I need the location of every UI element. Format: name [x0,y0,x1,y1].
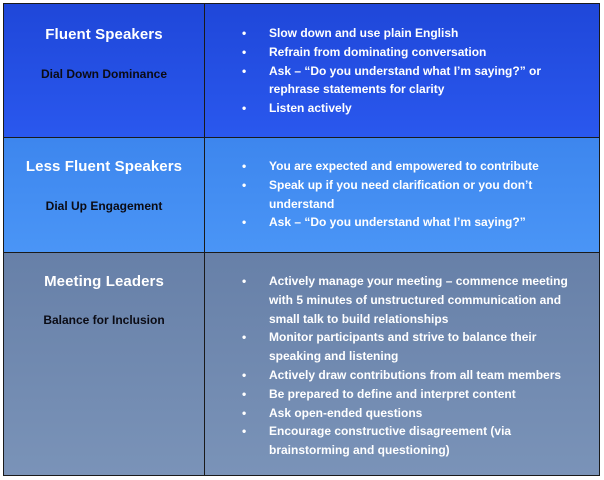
bullet-icon: • [242,159,247,173]
list-item: • Speak up if you need clarification or you don’t understand [242,177,533,211]
table-row-less-fluent-speakers [4,138,599,253]
table-row-meeting-leaders [4,253,599,475]
bullet-icon: • [242,274,247,288]
guidelines-table [3,3,600,476]
bullet-icon: • [242,44,247,59]
guidance-cell [205,138,599,252]
list-item: • Refrain from dominating conversation [205,43,587,62]
list-item: • Slow down and use plain English [205,24,587,43]
guidance-cell [205,253,599,475]
bullet-list [205,24,587,118]
role-cell [4,253,205,475]
bullet-icon: • [242,330,247,345]
role-subtitle: Balance for Inclusion [43,313,165,327]
bullet-list [205,272,587,460]
list-item: • Ask – “Do you understand what I’m saying?” or rephrase statements for clarity [242,63,542,97]
guidance-cell [205,4,599,137]
list-item: • Actively manage your meeting – commence meeting with 5 minutes of unstructured communication and small talk to build relationships [242,274,568,326]
role-cell [4,4,205,137]
role-subtitle: Dial Up Engagement [45,199,163,213]
list-item: • Encourage constructive disagreement (via brainstorming and questioning) [242,424,512,458]
list-item: • Ask open-ended questions [205,404,587,423]
bullet-icon: • [242,386,247,401]
list-item: • Be prepared to define and interpret content [205,385,587,404]
role-cell [4,138,205,252]
bullet-icon: • [242,215,247,230]
list-item: • Monitor participants and strive to balance their speaking and listening [242,330,537,364]
list-item: • Actively draw contributions from all team members [205,366,587,385]
bullet-icon: • [242,177,247,192]
bullet-icon: • [242,367,247,382]
list-item: • You are expected and empowered to contribute [205,157,587,176]
role-title: Fluent Speakers [45,26,163,43]
role-title: Meeting Leaders [44,273,164,290]
list-item: • Listen actively [205,99,587,118]
list-item: • Ask – “Do you understand what I’m saying?” [205,213,587,232]
bullet-icon: • [242,26,247,40]
bullet-icon: • [242,63,247,78]
role-subtitle: Dial Down Dominance [40,67,168,81]
bullet-icon: • [242,101,247,116]
bullet-list [205,157,587,232]
bullet-icon: • [242,424,247,439]
role-title: Less Fluent Speakers [25,158,183,175]
table-row-fluent-speakers [4,4,599,138]
bullet-icon: • [242,405,247,420]
